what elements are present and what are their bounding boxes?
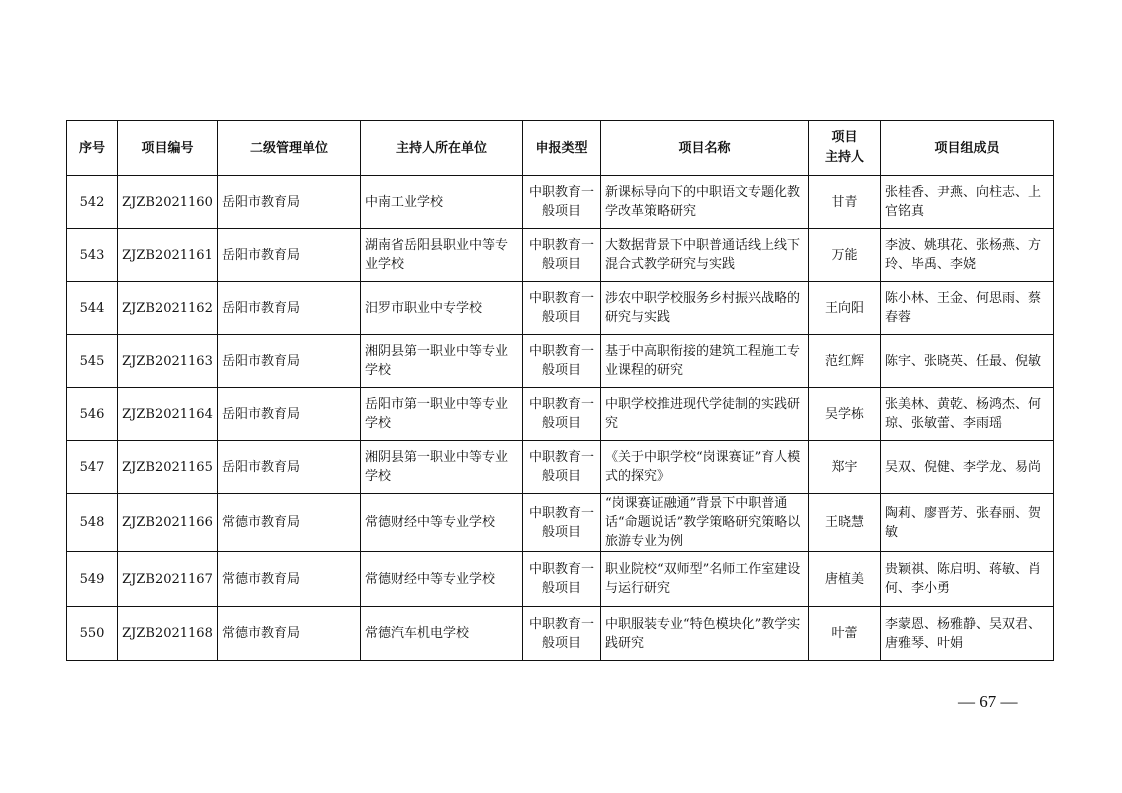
cell-type: 中职教育一般项目 [523,607,601,661]
table-row [67,441,1054,494]
cell-code: ZJZB2021164 [118,388,218,441]
table-row [67,494,1054,552]
cell-unit: 岳阳市教育局 [218,229,361,282]
cell-host-unit: 湘阴县第一职业中等专业学校 [361,441,523,494]
project-table [66,120,1054,661]
cell-members: 陈小林、王金、何思雨、蔡春蓉 [881,282,1054,335]
cell-host: 叶蕾 [809,607,881,661]
cell-type: 中职教育一般项目 [523,441,601,494]
cell-unit: 岳阳市教育局 [218,176,361,229]
cell-code: ZJZB2021165 [118,441,218,494]
cell-members: 李蒙恩、杨雅静、吴双君、唐雅琴、叶娟 [881,607,1054,661]
cell-name: 中职学校推进现代学徒制的实践研究 [601,388,809,441]
cell-seq: 547 [67,441,118,494]
cell-unit: 常德市教育局 [218,552,361,607]
cell-host-unit: 常德财经中等专业学校 [361,494,523,552]
cell-members: 吴双、倪健、李学龙、易尚 [881,441,1054,494]
cell-type: 中职教育一般项目 [523,282,601,335]
header-host-unit: 主持人所在单位 [361,121,523,176]
cell-type: 中职教育一般项目 [523,335,601,388]
cell-host: 郑宇 [809,441,881,494]
cell-host: 王晓慧 [809,494,881,552]
cell-unit: 岳阳市教育局 [218,335,361,388]
cell-name: 涉农中职学校服务乡村振兴战略的研究与实践 [601,282,809,335]
cell-host-unit: 湖南省岳阳县职业中等专业学校 [361,229,523,282]
cell-unit: 岳阳市教育局 [218,441,361,494]
header-code: 项目编号 [118,121,218,176]
header-unit: 二级管理单位 [218,121,361,176]
cell-unit: 常德市教育局 [218,607,361,661]
table-body [67,176,1054,661]
table-row [67,388,1054,441]
cell-seq: 543 [67,229,118,282]
cell-name: “岗课赛证融通”背景下中职普通话“命题说话”教学策略研究策略以旅游专业为例 [601,494,809,552]
cell-unit: 岳阳市教育局 [218,282,361,335]
header-host-line1: 项目 [831,130,858,145]
table-row [67,335,1054,388]
cell-host: 范红辉 [809,335,881,388]
cell-host-unit: 湘阴县第一职业中等专业学校 [361,335,523,388]
cell-code: ZJZB2021167 [118,552,218,607]
project-table-container [66,120,1054,661]
cell-name: 《关于中职学校“岗课赛证”育人模式的探究》 [601,441,809,494]
cell-type: 中职教育一般项目 [523,494,601,552]
cell-host-unit: 中南工业学校 [361,176,523,229]
cell-seq: 548 [67,494,118,552]
cell-host: 王向阳 [809,282,881,335]
cell-host: 万能 [809,229,881,282]
cell-seq: 546 [67,388,118,441]
cell-code: ZJZB2021162 [118,282,218,335]
table-row [67,176,1054,229]
cell-name: 新课标导向下的中职语文专题化教学改革策略研究 [601,176,809,229]
cell-seq: 549 [67,552,118,607]
cell-host: 唐植美 [809,552,881,607]
table-row [67,282,1054,335]
cell-name: 大数据背景下中职普通话线上线下混合式教学研究与实践 [601,229,809,282]
table-header-row [67,121,1054,176]
cell-seq: 544 [67,282,118,335]
cell-name: 职业院校“双师型”名师工作室建设与运行研究 [601,552,809,607]
cell-seq: 542 [67,176,118,229]
cell-type: 中职教育一般项目 [523,176,601,229]
header-host-line2: 主持人 [824,150,864,165]
cell-seq: 550 [67,607,118,661]
cell-host-unit: 常德财经中等专业学校 [361,552,523,607]
cell-members: 张桂香、尹燕、向柱志、上官铭真 [881,176,1054,229]
table-row [67,229,1054,282]
cell-members: 李波、姚琪花、张杨燕、方玲、毕禹、李娆 [881,229,1054,282]
cell-name: 中职服装专业“特色模块化”教学实践研究 [601,607,809,661]
cell-members: 陶莉、廖晋芳、张春丽、贺敏 [881,494,1054,552]
cell-type: 中职教育一般项目 [523,229,601,282]
cell-code: ZJZB2021163 [118,335,218,388]
page-number: — 67 — [958,692,1018,711]
header-name: 项目名称 [601,121,809,176]
header-host [809,121,881,176]
cell-name: 基于中高职衔接的建筑工程施工专业课程的研究 [601,335,809,388]
cell-host-unit: 常德汽车机电学校 [361,607,523,661]
cell-code: ZJZB2021166 [118,494,218,552]
cell-code: ZJZB2021160 [118,176,218,229]
cell-host-unit: 汨罗市职业中专学校 [361,282,523,335]
cell-host-unit: 岳阳市第一职业中等专业学校 [361,388,523,441]
header-seq: 序号 [67,121,118,176]
cell-members: 贵颖祺、陈启明、蒋敏、肖何、李小勇 [881,552,1054,607]
cell-code: ZJZB2021161 [118,229,218,282]
table-row [67,552,1054,607]
table-row [67,607,1054,661]
cell-host: 吴学栋 [809,388,881,441]
cell-code: ZJZB2021168 [118,607,218,661]
cell-unit: 岳阳市教育局 [218,388,361,441]
header-type: 申报类型 [523,121,601,176]
cell-seq: 545 [67,335,118,388]
header-members: 项目组成员 [881,121,1054,176]
cell-type: 中职教育一般项目 [523,388,601,441]
cell-members: 张美林、黄乾、杨鸿杰、何琼、张敏蕾、李雨瑶 [881,388,1054,441]
cell-host: 甘青 [809,176,881,229]
cell-type: 中职教育一般项目 [523,552,601,607]
cell-unit: 常德市教育局 [218,494,361,552]
cell-members: 陈宇、张晓英、任最、倪敏 [881,335,1054,388]
